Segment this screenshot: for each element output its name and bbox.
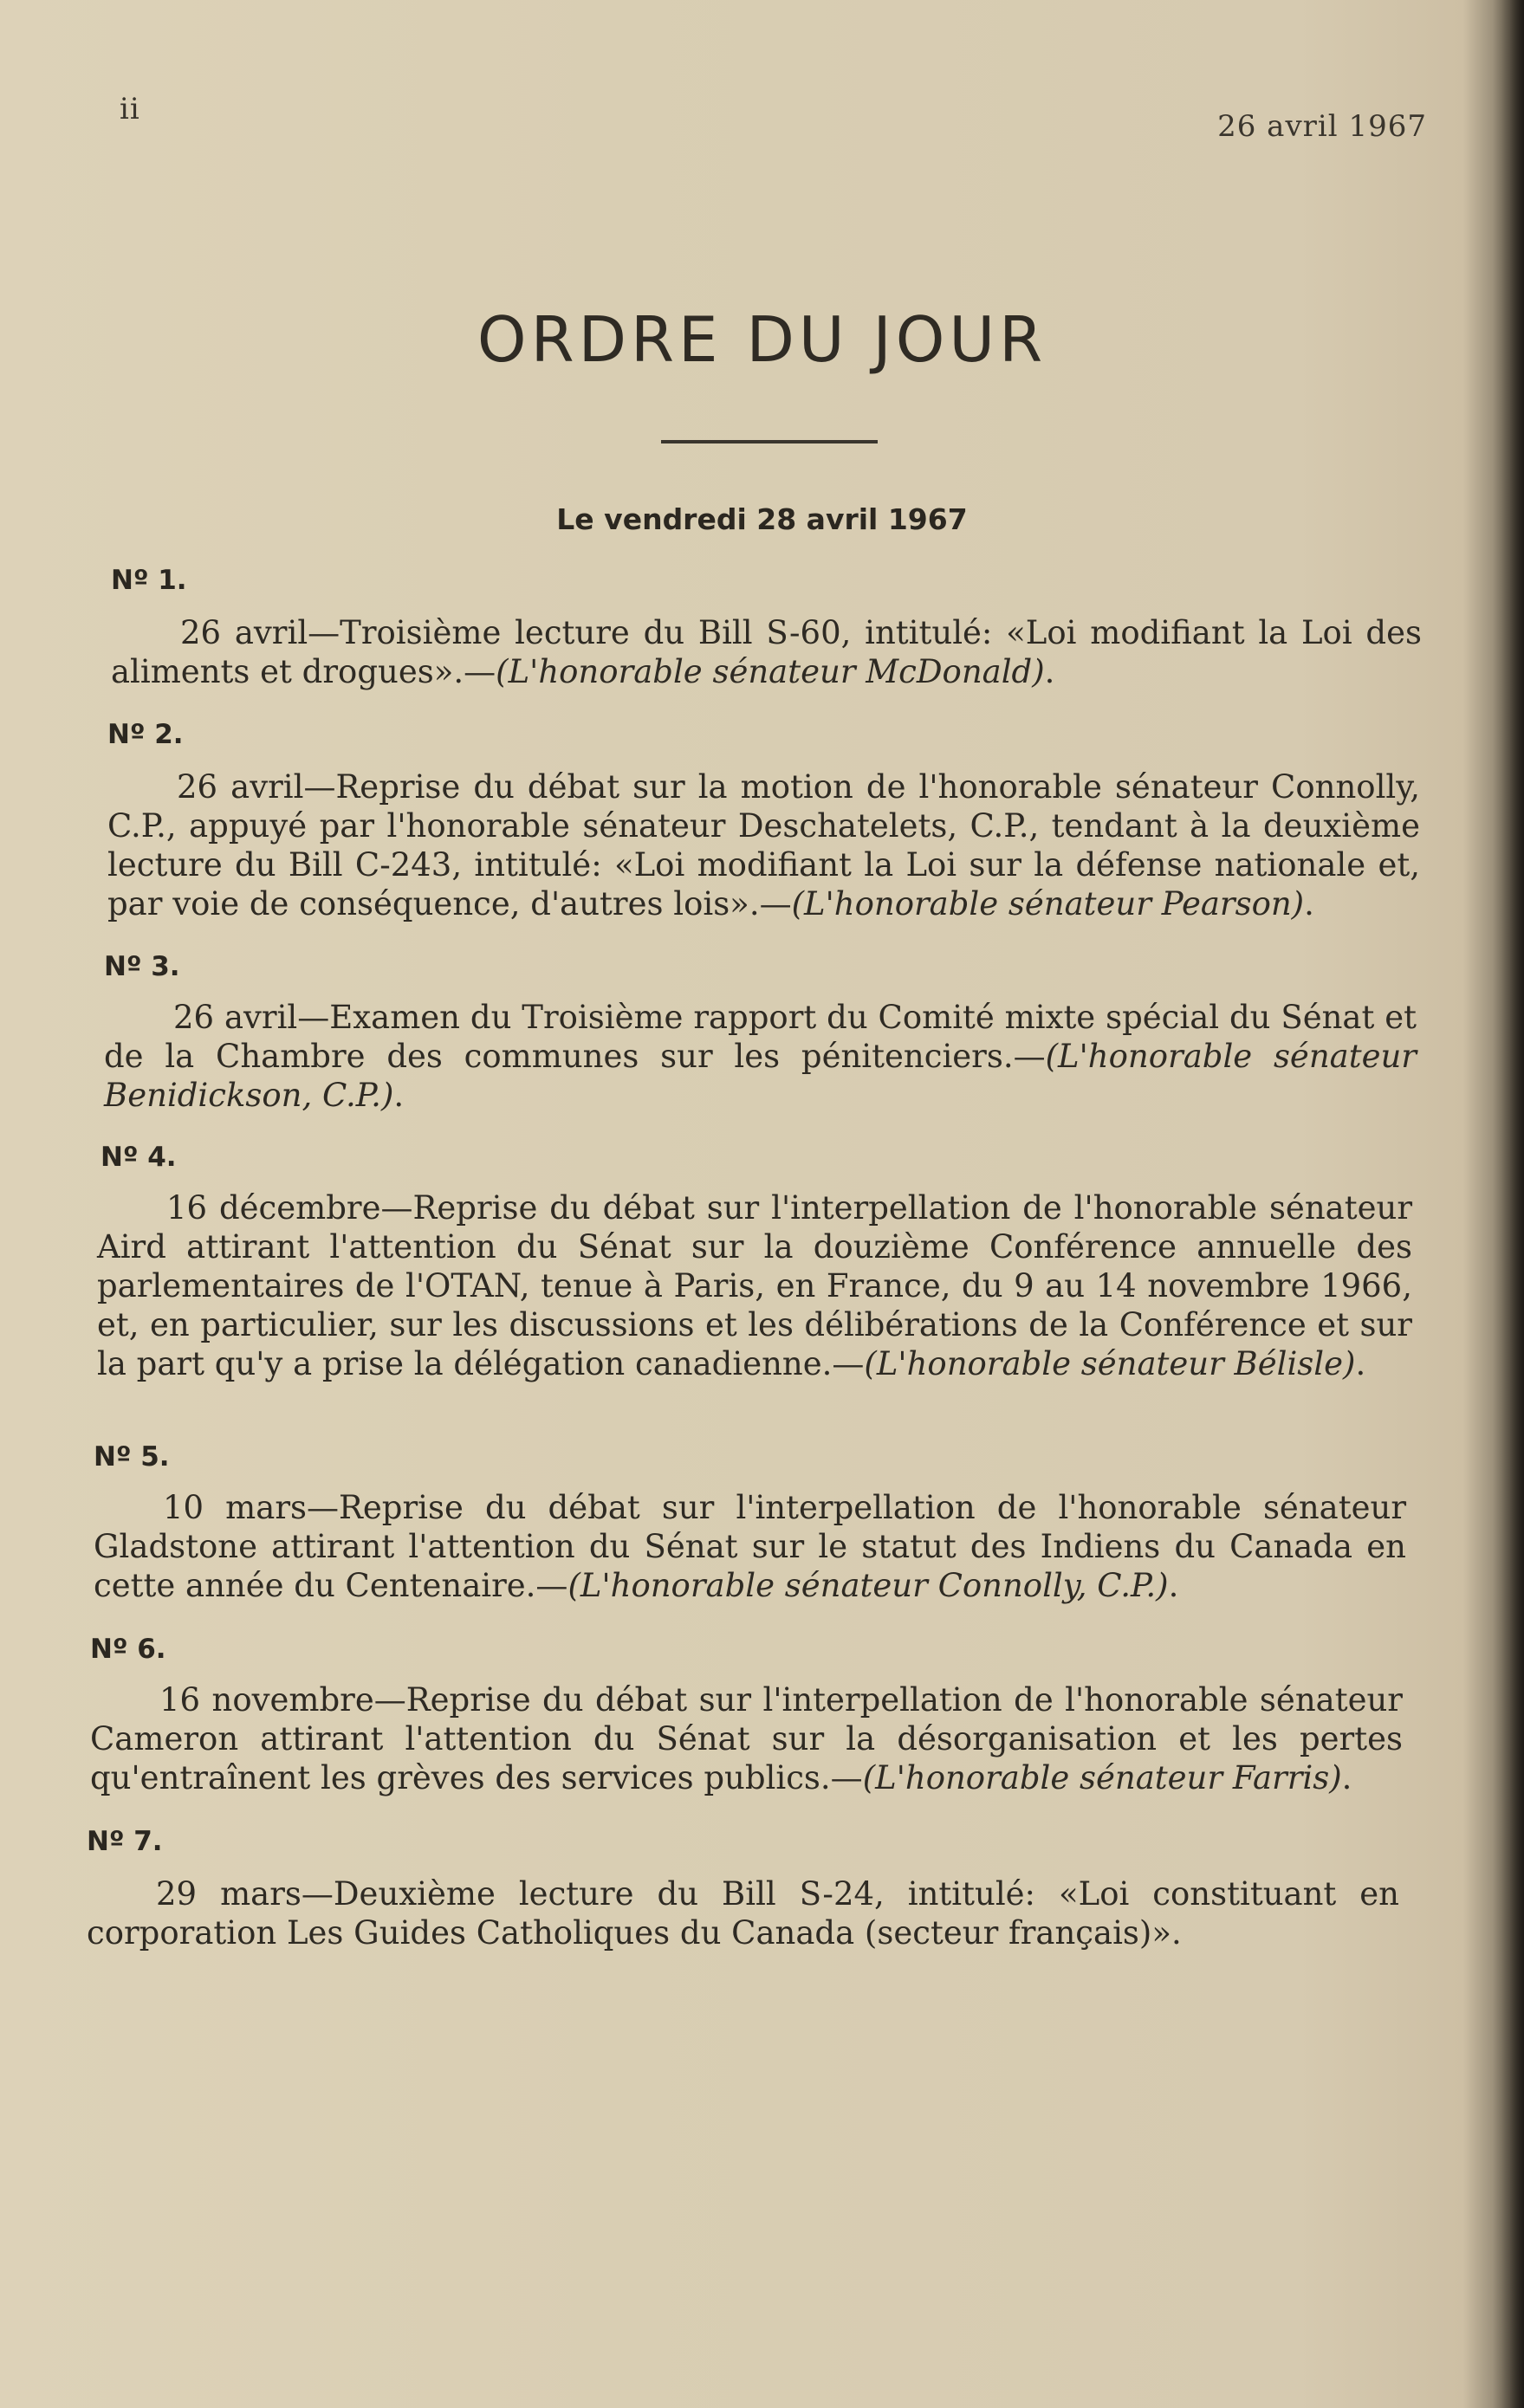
item-body-3: 26 avril—Examen du Troisième rapport du Comité mixte spécial du Sénat et de la Chambre des communes sur les pénitenciers.—: [104, 999, 1417, 1075]
title-divider: [661, 440, 878, 443]
header-date: 26 avril 1967: [1217, 109, 1427, 144]
item-number-7: Nº 7.: [87, 1826, 163, 1857]
item-body-2: 26 avril—Reprise du débat sur la motion de l'honorable sénateur Connolly, C.P., appuyé par l'honorable sénateur Deschatelets, C.P., tendant à la deuxième lecture du Bill C-243, intitulé: «Loi modifiant la Loi sur la défense nationale et, par voie de conséquence, d'autres lois».—: [107, 768, 1420, 922]
item-attribution-4: (L'honorable sénateur Bélisle): [864, 1345, 1356, 1382]
item-text-5: [94, 1488, 1406, 1605]
item-body-1: 26 avril—Troisième lecture du Bill S-60, intitulé: «Loi modifiant la Loi des aliments et drogues».—: [111, 614, 1422, 690]
item-body-7: 29 mars—Deuxième lecture du Bill S-24, intitulé: «Loi constituant en corporation Les Guides Catholiques du Canada (secteur français)».: [87, 1875, 1399, 1952]
item-number-6: Nº 6.: [90, 1634, 166, 1665]
item-attribution-6: (L'honorable sénateur Farris): [862, 1759, 1342, 1796]
item-body-6: 16 novembre—Reprise du débat sur l'interpellation de l'honorable sénateur Cameron attirant l'attention du Sénat sur la désorganisation et les pertes qu'entraînent les grèves des services publics.—: [90, 1681, 1403, 1796]
item-end-4: .: [1355, 1345, 1366, 1382]
item-text-2: [107, 767, 1420, 923]
item-end-1: .: [1044, 653, 1055, 690]
page-title: ORDRE DU JOUR: [477, 303, 1047, 376]
item-number-2: Nº 2.: [107, 719, 184, 750]
item-attribution-5: (L'honorable sénateur Connolly, C.P.): [567, 1567, 1169, 1604]
item-number-1: Nº 1.: [111, 565, 187, 596]
item-attribution-2: (L'honorable sénateur Pearson): [791, 885, 1305, 922]
item-attribution-1: (L'honorable sénateur McDonald): [496, 653, 1045, 690]
item-end-5: .: [1168, 1567, 1179, 1604]
item-body-5: 10 mars—Reprise du débat sur l'interpellation de l'honorable sénateur Gladstone attirant l'attention du Sénat sur le statut des Indiens du Canada en cette année du Centenaire.—: [94, 1489, 1406, 1604]
session-date-heading: Le vendredi 28 avril 1967: [556, 502, 968, 536]
page-number: ii: [120, 92, 140, 126]
item-text-4: [97, 1188, 1412, 1383]
item-number-3: Nº 3.: [104, 951, 180, 982]
item-end-6: .: [1341, 1759, 1352, 1796]
item-end-2: .: [1304, 885, 1314, 922]
item-end-3: .: [393, 1077, 405, 1114]
item-text-6: [90, 1680, 1403, 1797]
item-number-5: Nº 5.: [94, 1441, 170, 1473]
item-number-4: Nº 4.: [101, 1142, 177, 1173]
item-text-7: [87, 1874, 1399, 1952]
page-edge-shadow: [1493, 0, 1524, 2408]
item-body-4: 16 décembre—Reprise du débat sur l'interpellation de l'honorable sénateur Aird attirant l'attention du Sénat sur la douzième Conférence annuelle des parlementaires de l'OTAN, tenue à Paris, en France, du 9 au 14 novembre 1966, et, en particulier, sur les discussions et les délibérations de la Conférence et sur la part qu'y a prise la délégation canadienne.—: [97, 1189, 1412, 1382]
item-text-1: [111, 613, 1422, 691]
item-text-3: [104, 998, 1417, 1115]
item-attribution-3: (L'honorable sénateur Benidickson, C.P.): [104, 1038, 1417, 1114]
